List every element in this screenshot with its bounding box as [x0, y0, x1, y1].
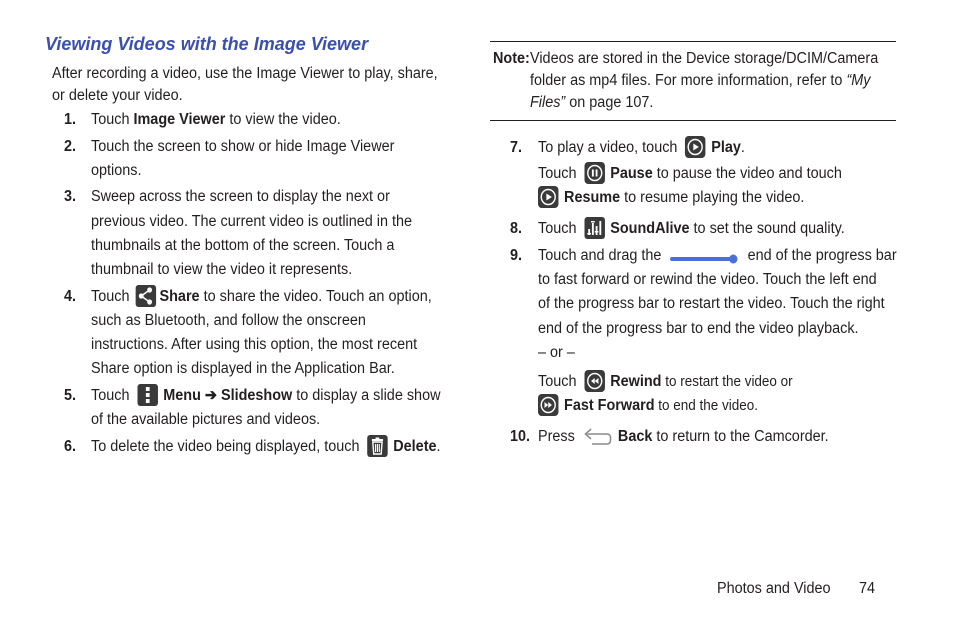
step-3-line-3: thumbnails at the bottom of the screen. Touch a [91, 237, 395, 254]
step-4-number: 4. [64, 288, 77, 305]
step-9-line-1: Touch and drag the end of the progress bar [538, 247, 897, 264]
step-3-number: 3. [64, 188, 77, 205]
section-title: Viewing Videos with the Image Viewer [45, 34, 369, 54]
step-9-or: – or – [538, 344, 575, 361]
step-7-line-3: Resume to resume playing the video. [538, 186, 804, 211]
menu-icon [137, 384, 157, 406]
rewind-icon [584, 370, 604, 392]
step-4-line-3: instructions. After using this option, the most recent [91, 336, 418, 353]
footer-section: Photos and Video [717, 580, 831, 597]
note-top-rule [490, 41, 896, 42]
step-4-line-1: Touch Share to share the video. Touch an option, [91, 285, 432, 310]
step-8-number: 8. [510, 220, 523, 237]
resume-icon [538, 186, 558, 208]
play-icon [685, 136, 705, 158]
footer-page-number: 74 [859, 580, 876, 597]
step-2-number: 2. [64, 138, 77, 155]
step-7-line-2: Touch Pause to pause the video and touch [538, 162, 842, 187]
step-9-line-2: to fast forward or rewind the video. Touch the left end [538, 271, 877, 288]
share-icon [135, 285, 155, 307]
back-icon [583, 425, 613, 447]
step-2-line-1: Touch the screen to show or hide Image Viewer [91, 138, 395, 155]
step-7-number: 7. [510, 139, 523, 156]
step-10-line-1: Press Back to return to the Camcorder. [538, 425, 829, 450]
delete-icon [367, 435, 387, 457]
step-2-line-2: options. [91, 162, 142, 179]
step-10-number: 10. [510, 428, 531, 445]
step-3-line-2: previous video. The current video is outlined in the [91, 213, 413, 230]
step-4-line-4: Share option is displayed in the Application Bar. [91, 360, 395, 377]
fast-forward-icon [538, 394, 558, 416]
step-6-line-1: To delete the video being displayed, touch Delete. [91, 435, 441, 460]
note-line-3: Files” on page 107. [530, 94, 654, 111]
note-bottom-rule [490, 120, 896, 121]
note-label: Note: [493, 50, 530, 67]
step-1-number: 1. [64, 111, 77, 128]
step-8-line-1: Touch SoundAlive to set the sound quality. [538, 217, 845, 242]
pause-icon [584, 162, 604, 184]
progress-bar-icon [669, 249, 740, 261]
intro-line-2: or delete your video. [52, 87, 183, 104]
step-7-line-1: To play a video, touch Play. [538, 136, 745, 161]
step-6-number: 6. [64, 438, 77, 455]
step-9-line-3: of the progress bar to restart the video. Touch the right [538, 295, 885, 312]
step-9-line-6: Touch Rewind to restart the video or [538, 370, 793, 395]
step-9-line-4: end of the progress bar to end the video playback. [538, 320, 859, 337]
step-3-line-1: Sweep across the screen to display the next or [91, 188, 390, 205]
step-9-line-7: Fast Forward to end the video. [538, 394, 758, 419]
intro-line-1: After recording a video, use the Image Viewer to play, share, [52, 65, 438, 82]
step-9-number: 9. [510, 247, 523, 264]
note-line-1: Videos are stored in the Device storage/DCIM/Camera [530, 50, 879, 67]
step-5-number: 5. [64, 387, 77, 404]
soundalive-icon [584, 217, 604, 239]
step-5-line-1: Touch Menu ➔ Slideshow to display a slide show [91, 384, 440, 409]
step-1-text: Touch Image Viewer to view the video. [91, 111, 341, 128]
note-line-2: folder as mp4 files. For more information, refer to “My [530, 72, 871, 89]
step-5-line-2: of the available pictures and videos. [91, 411, 321, 428]
step-3-line-4: thumbnail to view the video it represents. [91, 261, 353, 278]
step-4-line-2: such as Bluetooth, and follow the onscreen [91, 312, 366, 329]
